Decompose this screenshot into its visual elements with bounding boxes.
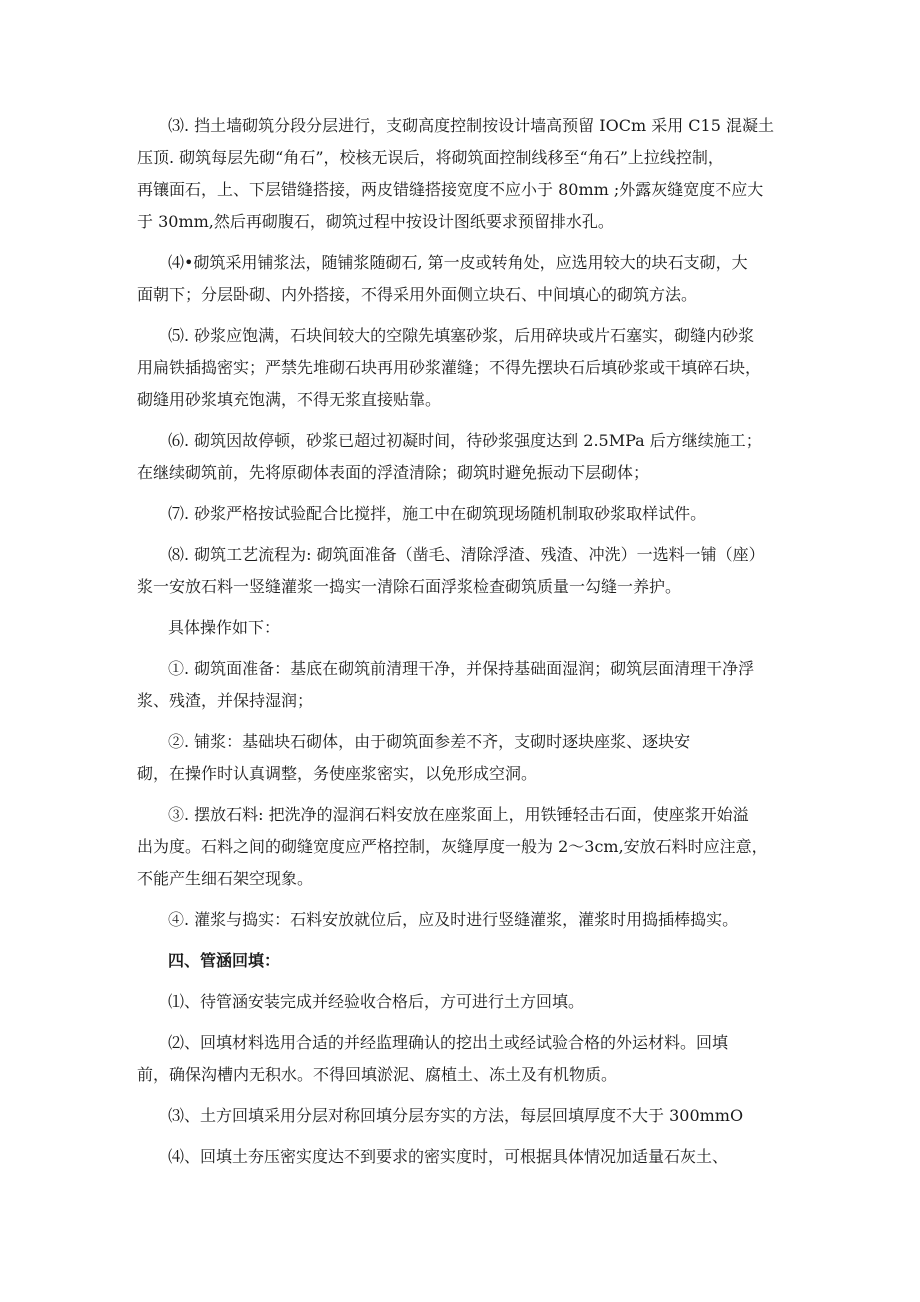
paragraph — [137, 247, 792, 311]
paragraph-line: ①. 砌筑面准备：基底在砌筑前清理干净，并保持基础面湿润；砌筑层面清理干净浮 — [168, 659, 755, 678]
paragraph-line: 面朝下；分层卧砌、内外搭接，不得采用外面侧立块石、中间填心的砌筑方法。 — [137, 285, 698, 304]
paragraph-line: ⑹. 砌筑因故停顿，砂浆已超过初凝时间，待砂浆强度达到 2.5MPa 后方继续施工； — [168, 431, 762, 450]
paragraph-line: 再镶面石，上、下层错缝搭接，两皮错缝搭接宽度不应小于 80mm ;外露灰缝宽度不应大 — [137, 180, 764, 199]
paragraph — [137, 110, 792, 238]
paragraph — [137, 498, 792, 530]
paragraph-line: 前，确保沟槽内无积水。不得回填淤泥、腐植土、冻土及有机物质。 — [137, 1065, 618, 1084]
paragraph — [137, 1027, 792, 1091]
paragraph — [137, 539, 792, 603]
paragraph — [137, 904, 792, 936]
paragraph-line: ⑷、回填土夯压密实度达不到要求的密实度时，可根据具体情况加适量石灰土、 — [168, 1147, 729, 1166]
paragraph-line: 在继续砌筑前，先将原砌体表面的浮渣清除；砌筑时避免振动下层砌体； — [137, 463, 650, 482]
paragraph-line: ⑻. 砌筑工艺流程为: 砌筑面准备（凿毛、清除浮渣、残渣、冲洗）一选料一铺（座） — [168, 545, 765, 564]
paragraph — [137, 1100, 792, 1132]
paragraph-line: ⑵、回填材料选用合适的并经监理确认的挖出土或经试验合格的外运材料。回填 — [168, 1033, 729, 1052]
paragraph — [137, 799, 792, 895]
paragraph-line: 砌，在操作时认真调整，务使座浆密实，以免形成空洞。 — [137, 764, 538, 783]
paragraph-line: 浆一安放石料一竖缝灌浆一捣实一清除石面浮浆检查砌筑质量一勾缝一养护。 — [137, 577, 682, 596]
paragraph-line: 不能产生细石架空现象。 — [137, 869, 314, 888]
paragraph-line: 具体操作如下： — [168, 618, 281, 637]
paragraph-line: ⑷•砌筑采用铺浆法，随铺浆随砌石, 第一皮或转角处，应选用较大的块石支砌，大 — [168, 253, 748, 272]
section-heading — [137, 945, 792, 977]
paragraph-line: ⑴、待管涵安装完成并经验收合格后，方可进行土方回填。 — [168, 992, 585, 1011]
paragraph-line: ⑶、土方回填采用分层对称回填分层夯实的方法，每层回填厚度不大于 300mmO — [168, 1106, 744, 1125]
paragraph-line: ②. 铺浆：基础块石砌体，由于砌筑面参差不齐，支砌时逐块座浆、逐块安 — [168, 732, 691, 751]
paragraph — [137, 425, 792, 489]
paragraph-line: 四、管涵回填： — [168, 951, 281, 970]
paragraph-line: ⑺. 砂浆严格按试验配合比搅拌，施工中在砌筑现场随机制取砂浆取样试件。 — [168, 504, 707, 523]
paragraph — [137, 653, 792, 717]
paragraph-line: 砌缝用砂浆填充饱满，不得无浆直接贴靠。 — [137, 390, 442, 409]
paragraph — [137, 726, 792, 790]
paragraph-line: 出为度。石料之间的砌缝宽度应严格控制，灰缝厚度一般为 2〜3cm,安放石料时应注意， — [137, 837, 768, 856]
paragraph-line: ④. 灌浆与捣实：石料安放就位后，应及时进行竖缝灌浆，灌浆时用捣插棒捣实。 — [168, 910, 739, 929]
paragraph-line: 压顶. 砌筑每层先砌“角石”，校核无误后，将砌筑面控制线移至“角石”上拉线控制， — [137, 148, 724, 167]
paragraph-line: 浆、残渣，并保持湿润； — [137, 691, 314, 710]
paragraph-line: ⑸. 砂浆应饱满，石块间较大的空隙先填塞砂浆，后用碎块或片石塞实，砌缝内砂浆 — [168, 326, 755, 345]
paragraph — [137, 1141, 792, 1173]
paragraph — [137, 612, 792, 644]
paragraph — [137, 320, 792, 416]
paragraph-line: 用扁铁插捣密实；严禁先堆砌石块再用砂浆灌缝；不得先摆块石后填砂浆或干填碎石块， — [137, 358, 762, 377]
paragraph — [137, 986, 792, 1018]
paragraph-line: 于 30mm,然后再砌腹石，砌筑过程中按设计图纸要求预留排水孔。 — [137, 212, 614, 231]
document-body — [0, 110, 920, 1182]
paragraph-line: ⑶. 挡土墙砌筑分段分层进行，支砌高度控制按设计墙高预留 IOCm 采用 C15 混凝土 — [168, 116, 774, 135]
paragraph-line: ③. 摆放石料: 把洗净的湿润石料安放在座浆面上，用铁锤轻击石面，使座浆开始溢 — [168, 805, 749, 824]
